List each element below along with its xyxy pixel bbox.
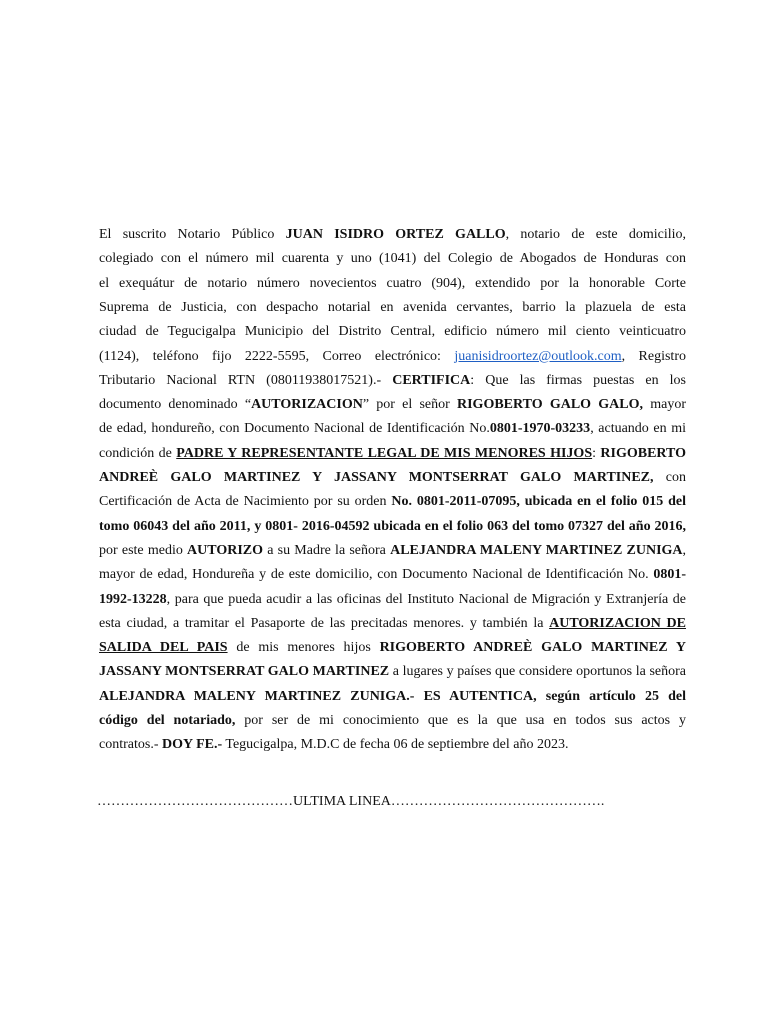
bold-text: RIGOBERTO GALO GALO, bbox=[457, 397, 643, 413]
text-line bbox=[99, 733, 686, 757]
text-segment: , Registro bbox=[621, 348, 686, 364]
text-segment: ” por el señor bbox=[362, 397, 457, 413]
text-line bbox=[99, 466, 686, 490]
text-segment: El suscrito Notario Público bbox=[99, 227, 286, 242]
bold-text: No. 0801-2011-07095, ubicada en el folio 015 del bbox=[391, 494, 686, 510]
text-segment: (1124), teléfono fijo 2222-5595, Correo electrónico: bbox=[99, 348, 455, 364]
bold-text: RIGOBERTO bbox=[600, 445, 687, 461]
bold-text: AUTORIZO bbox=[187, 542, 264, 558]
text-line bbox=[99, 490, 686, 514]
text-segment: de mis menores hijos bbox=[227, 640, 380, 656]
text-segment: el exequátur de notario número novecientos cuatro (904), extendido por la honorable Corte bbox=[99, 275, 686, 291]
text-line bbox=[99, 709, 686, 733]
bold-text: ALEJANDRA MALENY MARTINEZ ZUNIGA.- ES AUTENTICA, según artículo 25 del bbox=[99, 688, 686, 704]
text-segment: , para que pueda acudir a las oficinas del Instituto Nacional de Migración y Extranjería de bbox=[166, 591, 686, 607]
text-line bbox=[99, 393, 686, 417]
text-line bbox=[99, 612, 686, 636]
text-segment: por este medio bbox=[99, 542, 188, 558]
text-line bbox=[99, 660, 686, 684]
email-link[interactable]: juanisidroortez@outlook.com bbox=[454, 348, 622, 364]
text-segment: ciudad de Tegucigalpa Municipio del Distrito Central, edificio número mil ciento veinticuatro bbox=[99, 324, 686, 340]
text-segment: a su Madre la señora bbox=[263, 542, 391, 558]
bold-text: CERTIFICA bbox=[392, 372, 471, 388]
bold-text: JUAN ISIDRO ORTEZ GALLO bbox=[285, 227, 506, 242]
text-line bbox=[99, 247, 686, 271]
text-line bbox=[99, 369, 686, 393]
bold-text: DOY FE.- bbox=[161, 737, 223, 753]
text-segment: , bbox=[682, 542, 687, 558]
text-line bbox=[99, 685, 686, 709]
bold-text: SALIDA DEL PAIS bbox=[99, 640, 228, 656]
text-line bbox=[99, 223, 686, 247]
text-line bbox=[99, 417, 686, 441]
text-segment: Suprema de Justicia, con despacho notarial en avenida cervantes, barrio la plazuela de esta bbox=[99, 299, 686, 315]
bold-text: ALEJANDRA MALENY MARTINEZ ZUNIGA bbox=[390, 542, 683, 558]
text-segment: documento denominado “ bbox=[99, 397, 252, 413]
text-segment: Tributario Nacional RTN (08011938017521).- bbox=[99, 372, 393, 388]
text-line bbox=[99, 539, 686, 563]
bold-text: AUTORIZACION bbox=[251, 397, 363, 413]
text-line bbox=[99, 320, 686, 344]
text-segment: : bbox=[592, 445, 601, 461]
text-segment: esta ciudad, a tramitar el Pasaporte de las precitadas menores. y también la bbox=[99, 615, 550, 631]
text-segment: mayor de edad, Hondureña y de este domicilio, con Documento Nacional de Identificación No. bbox=[99, 567, 654, 583]
text-segment: , notario de este domicilio, bbox=[505, 227, 686, 242]
bold-text: 0801-1970-03233 bbox=[489, 421, 591, 437]
text-line bbox=[99, 636, 686, 660]
text-segment: colegiado con el número mil cuarenta y uno (1041) del Colegio de Abogados de Honduras con bbox=[99, 251, 686, 267]
text-segment: con bbox=[653, 470, 686, 485]
bold-text: RIGOBERTO ANDREÈ GALO MARTINEZ Y bbox=[379, 640, 686, 656]
text-segment: : Que las firmas puestas en los bbox=[470, 372, 686, 388]
bold-text: 1992-13228 bbox=[99, 591, 167, 607]
text-line bbox=[99, 345, 686, 369]
bold-text: tomo 06043 del año 2011, y 0801- 2016-04592 ubicada en el folio 063 del tomo 07327 del año 2016, bbox=[99, 518, 686, 534]
bold-text: 0801- bbox=[653, 567, 686, 583]
text-segment: a lugares y países que considere oportunos la señora bbox=[389, 664, 686, 680]
text-line bbox=[99, 272, 686, 296]
bold-text: ANDREÈ GALO MARTINEZ Y JASSANY MONTSERRAT GALO MARTINEZ, bbox=[99, 470, 654, 485]
text-segment: de edad, hondureño, con Documento Nacional de Identificación No. bbox=[99, 421, 490, 437]
bold-text: PADRE Y REPRESENTANTE LEGAL DE MIS MENORES HIJOS bbox=[176, 445, 593, 461]
bold-text: AUTORIZACION DE bbox=[549, 615, 686, 631]
text-segment: Tegucigalpa, M.D.C de fecha 06 de septiembre del año 2023. bbox=[222, 737, 569, 753]
bold-text: código del notariado, bbox=[99, 713, 236, 728]
text-line bbox=[99, 515, 686, 539]
text-line bbox=[99, 563, 686, 587]
final-line: ……………………………………ULTIMA LINEA………………………………………. bbox=[97, 794, 605, 809]
text-segment: , actuando en mi bbox=[590, 421, 686, 437]
text-segment: contratos.- bbox=[99, 737, 162, 753]
text-segment: Certificación de Acta de Nacimiento por su orden bbox=[99, 494, 392, 510]
text-segment: por ser de mi conocimiento que es la que usa en todos sus actos y bbox=[235, 713, 687, 728]
text-segment: condición de bbox=[99, 445, 177, 461]
text-line bbox=[99, 296, 686, 320]
text-line bbox=[99, 442, 686, 466]
bold-text: JASSANY MONTSERRAT GALO MARTINEZ bbox=[99, 664, 390, 680]
text-line bbox=[99, 588, 686, 612]
text-segment: mayor bbox=[643, 397, 686, 413]
